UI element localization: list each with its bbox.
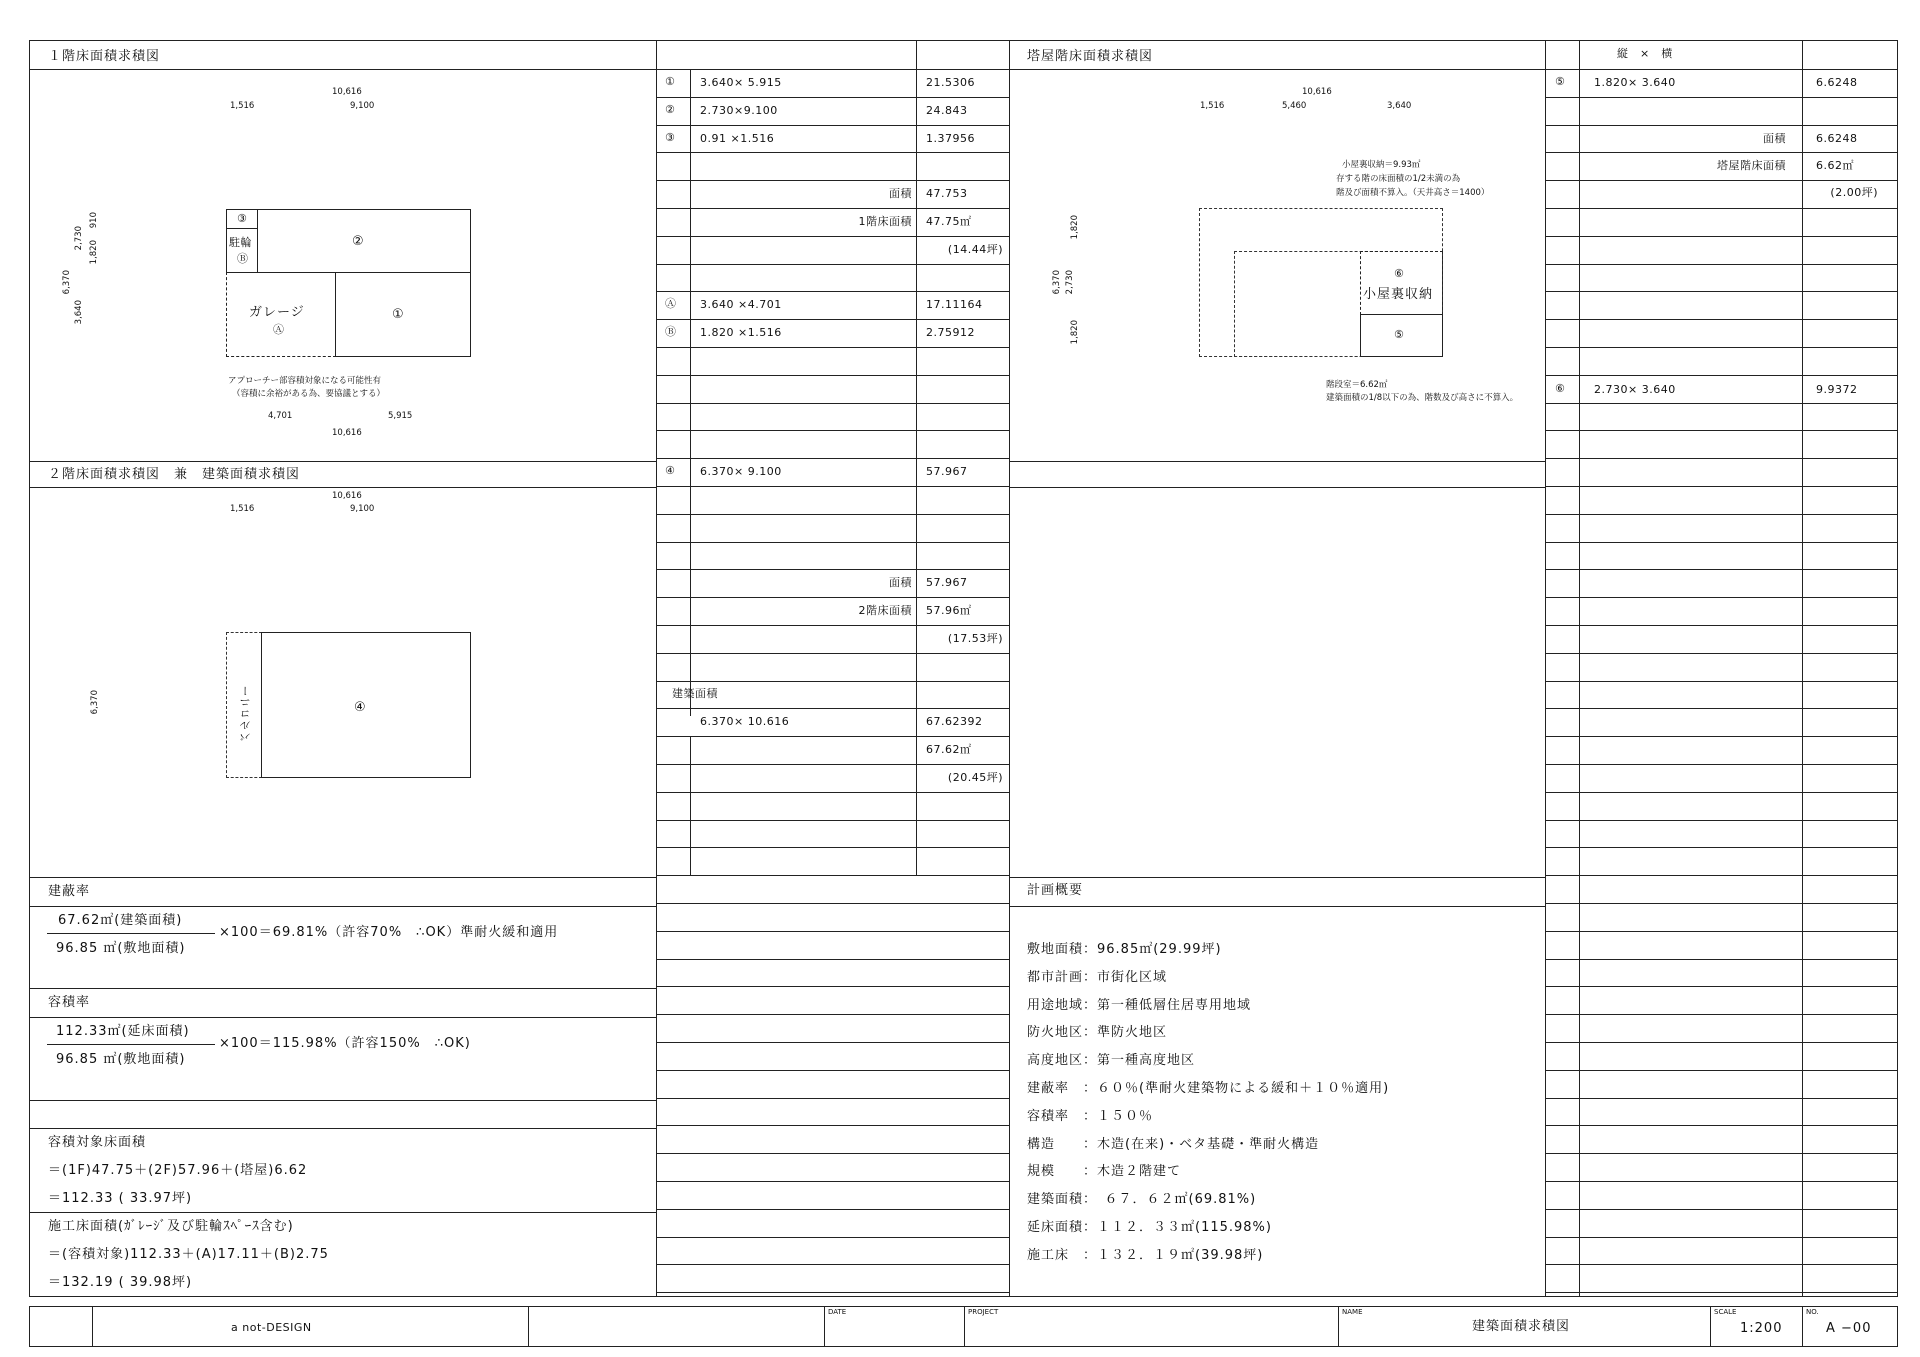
divider xyxy=(690,70,691,716)
table-row-line xyxy=(1545,1042,1898,1043)
row-mark: ② xyxy=(665,103,676,116)
table-row-line xyxy=(1545,1209,1898,1210)
no-label: NO. xyxy=(1806,1308,1819,1316)
table-row-line xyxy=(1545,403,1898,404)
table-row-line xyxy=(656,597,1009,598)
divider xyxy=(528,1306,529,1347)
table-row-line xyxy=(656,319,1009,320)
plan-item: 延床面積：１１２．３３㎡(115.98%) xyxy=(1027,1220,1272,1235)
row-value: 6.6248 xyxy=(1816,76,1858,89)
formula-result: ×100＝115.98%（許容150% ∴OK) xyxy=(219,1036,471,1051)
row-expr: 6.370× 10.616 xyxy=(700,715,790,728)
table-row-line xyxy=(656,959,1009,960)
table-row-line xyxy=(656,208,1009,209)
table-row-line xyxy=(1545,1153,1898,1154)
table-row-line xyxy=(656,625,1009,626)
fraction-numerator: 112.33㎡(延床面積) xyxy=(56,1024,190,1039)
divider xyxy=(1009,906,1545,907)
table-row-line xyxy=(1545,69,1898,70)
table-row-line xyxy=(1545,486,1898,487)
room-label: ⑥ xyxy=(1394,267,1405,280)
table-row-line xyxy=(1545,1181,1898,1182)
section-title: 建蔽率 xyxy=(48,884,91,899)
row-expr: 2.730×9.100 xyxy=(700,104,778,117)
fraction-numerator: 67.62㎡(建築面積) xyxy=(58,913,183,928)
row-value: (17.53坪) xyxy=(947,632,1003,645)
table-row-line xyxy=(656,97,1009,98)
table-row-line xyxy=(656,653,1009,654)
table-row-line xyxy=(1545,875,1898,876)
table-row-line xyxy=(656,430,1009,431)
plan-item: 規模 ：木造２階建て xyxy=(1027,1164,1182,1179)
room-label: 小屋裏収納 xyxy=(1363,287,1434,302)
table-row-line xyxy=(656,1153,1009,1154)
table-row-line xyxy=(1545,820,1898,821)
fraction-bar xyxy=(47,1044,215,1045)
room-label: Ⓑ xyxy=(237,252,249,265)
section-title-roof: 塔屋階床面積求積図 xyxy=(1027,49,1154,64)
table-row-line xyxy=(656,1098,1009,1099)
divider xyxy=(29,988,656,989)
dim-label: 1,820 xyxy=(1070,320,1080,345)
row-value: 21.5306 xyxy=(926,76,975,89)
table-row-line xyxy=(1545,1125,1898,1126)
table-row-line xyxy=(656,542,1009,543)
table-row-line xyxy=(1545,569,1898,570)
table-row-line xyxy=(656,681,1009,682)
room-label: Ⓐ xyxy=(273,323,285,336)
room-label: ② xyxy=(352,234,365,249)
table-row-line xyxy=(656,1181,1009,1182)
table-row-line xyxy=(656,347,1009,348)
table-row-line xyxy=(656,125,1009,126)
fraction-denominator: 96.85 ㎡(敷地面積) xyxy=(56,941,186,956)
table-row-line xyxy=(656,152,1009,153)
table-row-line xyxy=(656,986,1009,987)
plan-item: 施工床 ：１３２．１９㎡(39.98坪) xyxy=(1027,1248,1264,1263)
divider xyxy=(1545,40,1546,1297)
divider xyxy=(1009,487,1545,488)
table-row-line xyxy=(1545,347,1898,348)
table-row-line xyxy=(1545,764,1898,765)
row-value: (20.45坪) xyxy=(947,771,1003,784)
section-title-1f: １階床面積求積図 xyxy=(48,49,161,64)
table-row-line xyxy=(1545,291,1898,292)
divider xyxy=(1009,69,1545,70)
row-value: 47.75㎡ xyxy=(926,215,972,228)
table-row-line xyxy=(656,1237,1009,1238)
table-row-line xyxy=(656,875,1009,876)
section-title: 容積率 xyxy=(48,995,91,1010)
note: 階段室＝6.62㎡ xyxy=(1326,380,1388,390)
row-mark: 建築面積 xyxy=(672,687,718,700)
table-row-line xyxy=(656,1042,1009,1043)
divider xyxy=(29,487,656,488)
dim-label: 5,915 xyxy=(388,411,413,421)
project-label: PROJECT xyxy=(968,1308,999,1316)
plan-item: 用途地域：第一種低層住居専用地域 xyxy=(1027,998,1252,1013)
divider xyxy=(1009,877,1545,878)
table-row-line xyxy=(656,403,1009,404)
plan-item: 高度地区：第一種高度地区 xyxy=(1027,1053,1196,1068)
dim-label: 1,820 xyxy=(89,240,99,265)
note: （容積に余裕がある為、要協議とする） xyxy=(232,389,386,399)
table-row-line xyxy=(1545,125,1898,126)
table-row-line xyxy=(1545,792,1898,793)
dim-label: 1,516 xyxy=(1200,101,1225,111)
table-row-line xyxy=(656,69,1009,70)
row-expr: 6.370× 9.100 xyxy=(700,465,782,478)
dim-label: 1,516 xyxy=(230,504,255,514)
table-row-line xyxy=(656,458,1009,459)
table-row-line xyxy=(1545,375,1898,376)
table-row-line xyxy=(1545,736,1898,737)
dim-label: 3,640 xyxy=(1387,101,1412,111)
table-row-line xyxy=(656,180,1009,181)
dim-label: 3,640 xyxy=(74,300,84,325)
plan-item: 容積率 ：１５０％ xyxy=(1027,1109,1154,1124)
table-row-line xyxy=(1545,208,1898,209)
row-value: 57.96㎡ xyxy=(926,604,972,617)
table-row-line xyxy=(656,820,1009,821)
section-title: 容積対象床面積 xyxy=(48,1135,147,1150)
table-row-line xyxy=(1545,514,1898,515)
dim-label: 910 xyxy=(89,212,99,229)
formula-line: ＝(容積対象)112.33＋(A)17.11＋(B)2.75 xyxy=(48,1247,329,1262)
table-row-line xyxy=(656,514,1009,515)
dim-label: 5,460 xyxy=(1282,101,1307,111)
plan-item: 防火地区：準防火地区 xyxy=(1027,1025,1168,1040)
row-expr: 2階床面積 xyxy=(858,604,912,617)
divider xyxy=(1710,1306,1711,1347)
row-expr: 2.730× 3.640 xyxy=(1594,383,1676,396)
formula-result: ×100＝69.81%（許容70% ∴OK）準耐火緩和適用 xyxy=(219,925,559,940)
divider xyxy=(29,69,656,70)
company-name: a not-DESIGN xyxy=(231,1321,312,1334)
row-value: 47.753 xyxy=(926,187,968,200)
table-row-line xyxy=(1545,625,1898,626)
section-title-2f: ２階床面積求積図 兼 建築面積求積図 xyxy=(48,467,301,482)
table-row-line xyxy=(656,1264,1009,1265)
note: 存する階の床面積の1/2未満の為 xyxy=(1336,174,1461,184)
row-mark: ① xyxy=(665,75,676,88)
note: 小屋裏収納＝9.93㎡ xyxy=(1342,160,1421,170)
table-row-line xyxy=(656,375,1009,376)
divider xyxy=(964,1306,965,1347)
row-value: 6.6248 xyxy=(1816,132,1858,145)
divider xyxy=(29,1212,656,1213)
row-mark: Ⓑ xyxy=(665,325,677,338)
table-row-line xyxy=(1545,931,1898,932)
drawing-number: A −00 xyxy=(1826,1321,1872,1336)
room-loft xyxy=(1360,251,1443,315)
dim-label: 2,730 xyxy=(74,226,84,251)
divider xyxy=(1802,1306,1803,1347)
row-value: 2.75912 xyxy=(926,326,975,339)
plan-item: 都市計画：市街化区域 xyxy=(1027,970,1168,985)
divider xyxy=(1009,461,1545,462)
table-row-line xyxy=(1545,1264,1898,1265)
room-label: バルコニー xyxy=(239,685,252,743)
scale-label: SCALE xyxy=(1714,1308,1737,1316)
row-expr: 1.820× 3.640 xyxy=(1594,76,1676,89)
plan-item: 構造 ：木造(在来)・ベタ基礎・準耐火構造 xyxy=(1027,1137,1320,1152)
divider xyxy=(1802,40,1803,1297)
formula-line: ＝112.33 ( 33.97坪) xyxy=(48,1191,193,1206)
room-bike xyxy=(226,228,258,273)
divider xyxy=(29,1100,656,1101)
table-row-line xyxy=(1545,1237,1898,1238)
row-expr: 1階床面積 xyxy=(858,215,912,228)
table-row-line xyxy=(656,903,1009,904)
divider xyxy=(29,906,656,907)
formula-line: ＝(1F)47.75＋(2F)57.96＋(塔屋)6.62 xyxy=(48,1163,308,1178)
divider xyxy=(656,40,657,1297)
row-label: 面積 xyxy=(1763,132,1786,145)
plan-item: 敷地面積：96.85㎡(29.99坪) xyxy=(1027,942,1222,957)
name-label: NAME xyxy=(1342,1308,1363,1316)
table-row-line xyxy=(656,1209,1009,1210)
table-row-line xyxy=(1545,1292,1898,1293)
room-label: ① xyxy=(392,307,405,322)
table-row-line xyxy=(1545,180,1898,181)
dim-label: 10,616 xyxy=(332,87,362,97)
row-mark: ⑤ xyxy=(1555,75,1566,88)
room-label: ③ xyxy=(237,212,248,225)
table-row-line xyxy=(656,1292,1009,1293)
date-label: DATE xyxy=(828,1308,847,1316)
row-value: 9.9372 xyxy=(1816,383,1858,396)
table-row-line xyxy=(1545,1070,1898,1071)
table-row-line xyxy=(656,708,1009,709)
table-row-line xyxy=(656,569,1009,570)
row-value: (2.00坪) xyxy=(1830,186,1878,199)
row-mark: ⑥ xyxy=(1555,382,1566,395)
divider xyxy=(824,1306,825,1347)
table-row-line xyxy=(1545,708,1898,709)
row-value: 67.62392 xyxy=(926,715,983,728)
table-row-line xyxy=(1545,542,1898,543)
table-row-line xyxy=(1545,903,1898,904)
fraction-bar xyxy=(47,933,215,934)
row-expr: 面積 xyxy=(889,187,912,200)
table-row-line xyxy=(656,486,1009,487)
dim-label: 9,100 xyxy=(350,101,375,111)
divider xyxy=(29,461,656,462)
plan-item: 建蔽率 ：６０％(準耐火建築物による緩和＋１０％適用) xyxy=(1027,1081,1390,1096)
scale-value: 1:200 xyxy=(1740,1321,1783,1336)
table-row-line xyxy=(1545,653,1898,654)
table-row-line xyxy=(1545,1098,1898,1099)
table-row-line xyxy=(656,291,1009,292)
table-row-line xyxy=(1545,1014,1898,1015)
dim-label: 10,616 xyxy=(1302,87,1332,97)
row-expr: 面積 xyxy=(889,576,912,589)
section-title-plan: 計画概要 xyxy=(1027,883,1084,898)
dim-label: 9,100 xyxy=(350,504,375,514)
row-mark: Ⓐ xyxy=(665,297,677,310)
note: アプローチー部容積対象になる可能性有 xyxy=(228,376,382,386)
dim-label: 1,820 xyxy=(1070,215,1080,240)
dim-label: 6,370 xyxy=(1052,270,1062,295)
note: 建築面積の1/8以下の為、階数及び高さに不算入。 xyxy=(1326,393,1519,403)
row-expr: 3.640× 5.915 xyxy=(700,76,782,89)
table-row-line xyxy=(656,764,1009,765)
table-row-line xyxy=(656,931,1009,932)
table-row-line xyxy=(656,1014,1009,1015)
table-row-line xyxy=(1545,681,1898,682)
divider xyxy=(1338,1306,1339,1347)
dim-label: 6,370 xyxy=(62,270,72,295)
row-expr: 3.640 ×4.701 xyxy=(700,298,782,311)
dim-label: 1,516 xyxy=(230,101,255,111)
divider xyxy=(29,1017,656,1018)
row-label: 塔屋階床面積 xyxy=(1717,159,1786,172)
table-row-line xyxy=(656,847,1009,848)
divider xyxy=(29,877,656,878)
room-label: ガレージ xyxy=(249,305,305,320)
table-row-line xyxy=(1545,597,1898,598)
dim-label: 4,701 xyxy=(268,411,293,421)
divider xyxy=(690,736,691,876)
divider xyxy=(1009,40,1010,1297)
row-value: 6.62㎡ xyxy=(1816,159,1854,172)
row-value: 1.37956 xyxy=(926,132,975,145)
note: 階及び面積不算入。（天井高さ＝1400） xyxy=(1336,188,1490,198)
table-row-line xyxy=(656,264,1009,265)
table-row-line xyxy=(656,736,1009,737)
dim-label: 2,730 xyxy=(1065,270,1075,295)
table-row-line xyxy=(1545,458,1898,459)
row-value: 57.967 xyxy=(926,576,968,589)
drawing-name: 建築面積求積図 xyxy=(1472,1319,1571,1334)
row-value: (14.44坪) xyxy=(947,243,1003,256)
table-row-line xyxy=(1545,236,1898,237)
table-row-line xyxy=(656,792,1009,793)
row-mark: ④ xyxy=(665,464,676,477)
row-expr: 1.820 ×1.516 xyxy=(700,326,782,339)
room-label: ⑤ xyxy=(1394,328,1405,341)
section-title: 施工床面積(ｶﾞﾚｰｼﾞ及び駐輪ｽﾍﾟｰｽ含む) xyxy=(48,1219,294,1234)
table-row-line xyxy=(656,1125,1009,1126)
divider xyxy=(92,1306,93,1347)
row-value: 17.11164 xyxy=(926,298,983,311)
row-expr: 0.91 ×1.516 xyxy=(700,132,775,145)
table-row-line xyxy=(1545,319,1898,320)
divider xyxy=(29,1128,656,1129)
fraction-denominator: 96.85 ㎡(敷地面積) xyxy=(56,1052,186,1067)
row-value: 67.62㎡ xyxy=(926,743,972,756)
row-value: 57.967 xyxy=(926,465,968,478)
table-row-line xyxy=(1545,97,1898,98)
table-row-line xyxy=(1545,264,1898,265)
table-row-line xyxy=(1545,959,1898,960)
dim-label: 10,616 xyxy=(332,428,362,438)
table-row-line xyxy=(656,1070,1009,1071)
column-header: 縦 × 横 xyxy=(1617,47,1673,60)
table-row-line xyxy=(656,236,1009,237)
row-mark: ③ xyxy=(665,131,676,144)
plan-item: 建築面積： ６７．６２㎡(69.81%) xyxy=(1027,1192,1257,1207)
room-label: ④ xyxy=(354,700,367,715)
table-row-line xyxy=(1545,986,1898,987)
table-row-line xyxy=(1545,847,1898,848)
room-label: 駐輪 xyxy=(229,236,252,249)
formula-line: ＝132.19 ( 39.98坪) xyxy=(48,1275,193,1290)
row-value: 24.843 xyxy=(926,104,968,117)
table-row-line xyxy=(1545,152,1898,153)
dim-label: 10,616 xyxy=(332,491,362,501)
divider xyxy=(1579,40,1580,1297)
dim-label: 6,370 xyxy=(90,690,100,715)
table-row-line xyxy=(1545,430,1898,431)
